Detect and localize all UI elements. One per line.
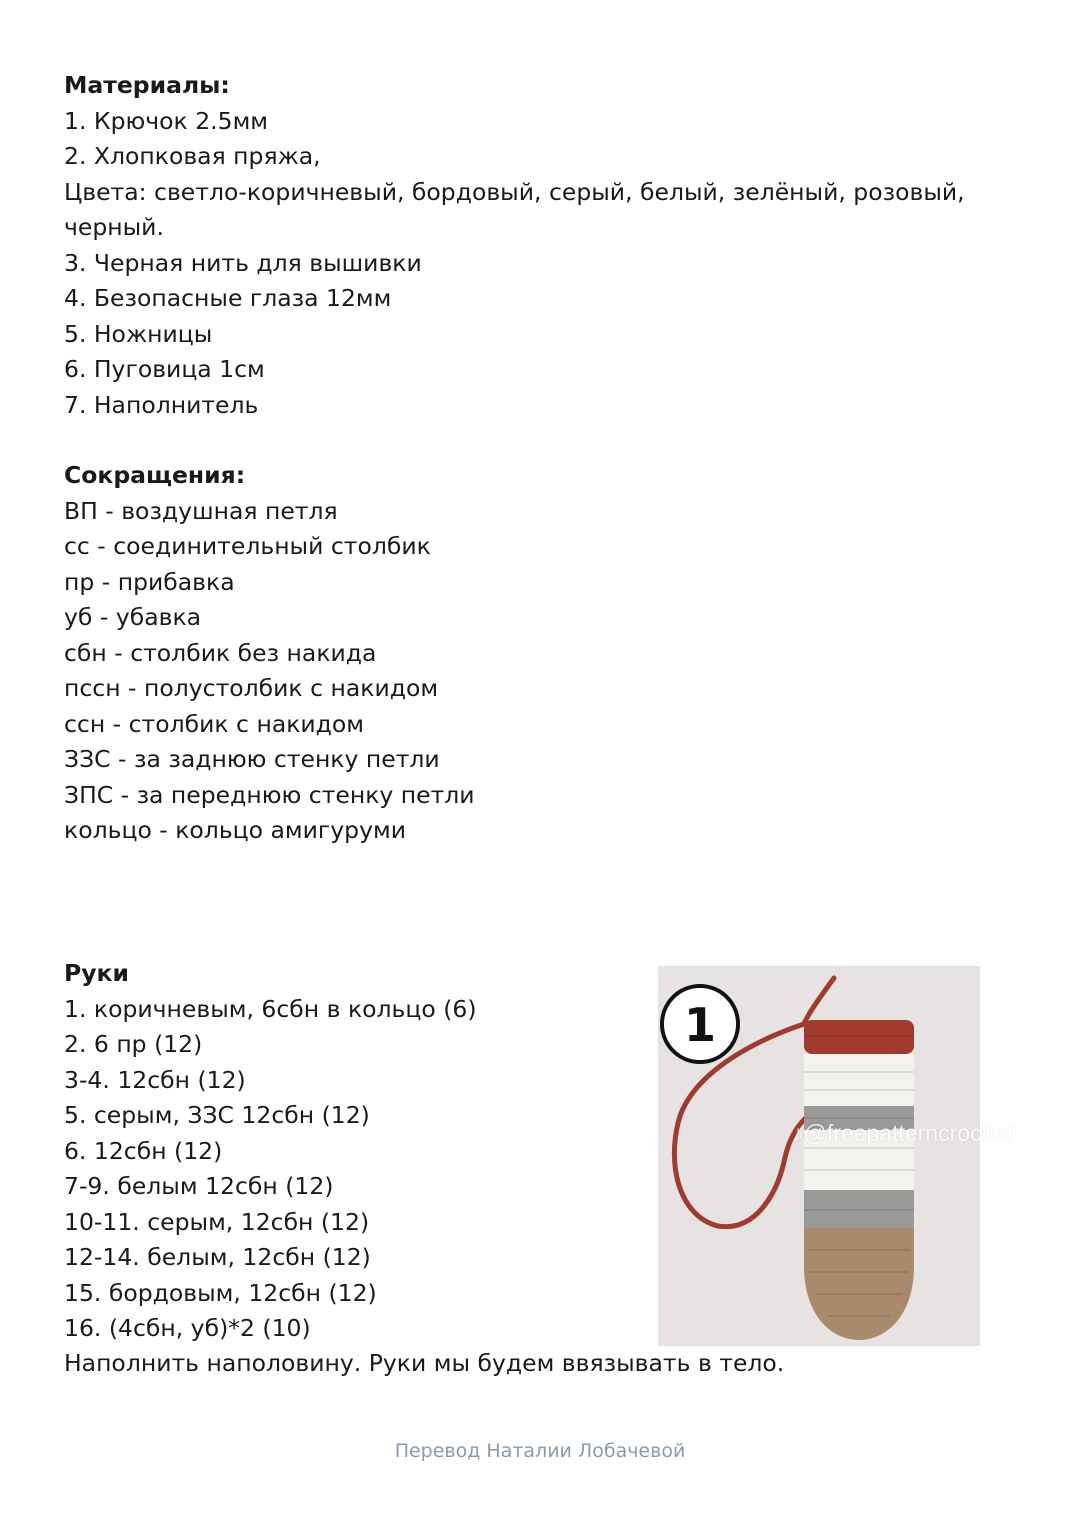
abbreviation-item: пр - прибавка (64, 567, 235, 596)
arms-row: 1. коричневым, 6сбн в кольцо (6) (64, 994, 477, 1023)
white-band (804, 1054, 914, 1106)
arms-row: 6. 12сбн (12) (64, 1136, 223, 1165)
arm-body (804, 1020, 914, 1340)
photo-watermark: ♪@freepatterncrochet (792, 1120, 1014, 1146)
arms-row: 15. бордовым, 12сбн (12) (64, 1278, 377, 1307)
crochet-arm-photo (658, 966, 1014, 1346)
abbreviation-item: уб - убавка (64, 603, 202, 631)
materials-item: 4. Безопасные глаза 12мм (64, 284, 392, 312)
abbreviation-item: пссн - полустолбик с накидом (64, 674, 439, 702)
abbreviation-item: ссн - столбик с накидом (64, 709, 365, 738)
arms-row: 5. серым, ЗЗС 12сбн (12) (64, 1101, 370, 1129)
materials-item: Цвета: светло-коричневый, бордовый, серый, белый, зелёный, розовый, (64, 177, 965, 206)
materials-item: 6. Пуговица 1см (64, 355, 265, 383)
arms-note-text: Наполнить наполовину. Руки мы будем ввязывать в тело. (64, 1349, 785, 1377)
abbreviation-item: кольцо - кольцо амигуруми (64, 816, 407, 844)
materials-item: черный. (64, 213, 164, 241)
footer-credit: Перевод Наталии Лобачевой (394, 1440, 686, 1462)
arms-row: 7-9. белым 12сбн (12) (64, 1172, 334, 1200)
materials-item: 1. Крючок 2.5мм (64, 106, 269, 135)
arms-heading: Руки (64, 959, 129, 987)
abbreviation-item: сбн - столбик без накида (64, 638, 377, 667)
arms-row: 2. 6 пр (12) (64, 1030, 203, 1058)
arms-row: 10-11. серым, 12сбн (12) (64, 1207, 370, 1236)
crochet-arm-illustration (658, 966, 980, 1346)
arms-row: 3-4. 12сбн (12) (64, 1065, 246, 1094)
arms-section (64, 956, 477, 1347)
materials-item: 5. Ножницы (64, 319, 213, 348)
arms-row: 16. (4сбн, уб)*2 (10) (64, 1314, 311, 1342)
abbreviation-item: ЗЗС - за заднюю стенку петли (64, 745, 440, 773)
abbreviation-item: ЗПС - за переднюю стенку петли (64, 780, 475, 809)
materials-section (64, 68, 965, 423)
materials-heading: Материалы: (64, 71, 230, 99)
abbreviations-heading: Сокращения: (64, 461, 246, 489)
abbreviations-section (64, 458, 475, 849)
materials-item: 2. Хлопковая пряжа, (64, 142, 321, 170)
arms-note (64, 1346, 784, 1382)
materials-item: 3. Черная нить для вышивки (64, 248, 422, 277)
materials-item: 7. Наполнитель (64, 390, 259, 419)
tan-tip (804, 1228, 914, 1340)
abbreviation-item: ВП - воздушная петля (64, 496, 338, 525)
arms-row: 12-14. белым, 12сбн (12) (64, 1243, 371, 1271)
step-number: 1 (683, 998, 717, 1052)
abbreviation-item: сс - соединительный столбик (64, 532, 431, 560)
